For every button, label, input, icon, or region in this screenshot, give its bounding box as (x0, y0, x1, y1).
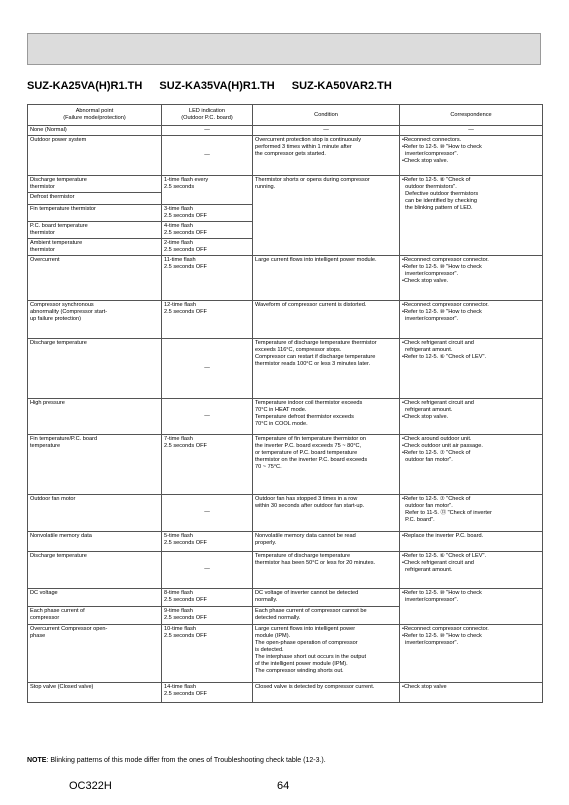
led-cell: 2-time flash 2.5 seconds OFF (162, 238, 253, 255)
correspondence-cell: •Check around outdoor unit. •Check outdoor unit air passage. •Refer to 12-5. ⑦ "Check of outdoor fan motor". (400, 434, 543, 494)
condition-cell: Large current flows into intelligent power module. (253, 255, 400, 300)
table-row (28, 682, 543, 702)
led-cell: 4-time flash 2.5 seconds OFF (162, 221, 253, 238)
led-cell: 7-time flash 2.5 seconds OFF (162, 434, 253, 494)
correspondence-cell: •Reconnect compressor connector. •Refer to 12-5. ⑩ "How to check inverter/compressor". •Check stop valve. (400, 255, 543, 300)
table-row (28, 300, 543, 338)
correspondence-cell: •Refer to 12-5. ⑧ "Check of outdoor thermistors". Defective outdoor thermistors can be identified by checking the blinking pattern of LED. (400, 176, 543, 256)
condition-cell: Thermistor shorts or opens during compressor running. (253, 176, 400, 256)
header-condition: Condition (253, 105, 400, 126)
led-cell: 5-time flash 2.5 seconds OFF (162, 531, 253, 551)
header-led-indication: LED indication (Outdoor P.C. board) (162, 105, 253, 126)
led-cell: 12-time flash 2.5 seconds OFF (162, 300, 253, 338)
correspondence-cell: •Replace the inverter P.C. board. (400, 531, 543, 551)
condition-cell: DC voltage of inverter cannot be detected normally. (253, 588, 400, 606)
led-cell: — (162, 126, 253, 136)
point-cell: Discharge temperature (28, 551, 162, 588)
led-cell: 11-time flash 2.5 seconds OFF (162, 255, 253, 300)
led-cell: 8-time flash 2.5 seconds OFF (162, 588, 253, 606)
table-row (28, 126, 543, 136)
condition-cell: Waveform of compressor current is distorted. (253, 300, 400, 338)
condition-cell: Temperature of fin temperature thermistor on the inverter P.C. board exceeds 75 ~ 80°C, or temperature of P.C. board temperature thermistor on the inverter P.C. board exceeds 70 ~ 75°C. (253, 434, 400, 494)
model-name: SUZ-KA50VAR2.TH (291, 80, 392, 92)
model-name: SUZ-KA25VA(H)R1.TH (27, 80, 143, 92)
condition-cell: Closed valve is detected by compressor current. (253, 682, 400, 702)
point-cell: Discharge temperature thermistor (28, 176, 162, 193)
point-cell: Ambient temperature thermistor (28, 238, 162, 255)
point-cell: P.C. board temperature thermistor (28, 221, 162, 238)
point-cell: Stop valve (Closed valve) (28, 682, 162, 702)
table-row (28, 434, 543, 494)
condition-cell: Outdoor fan has stopped 3 times in a row within 30 seconds after outdoor fan start-up. (253, 494, 400, 531)
led-cell: 9-time flash 2.5 seconds OFF (162, 606, 253, 624)
led-cell: — (162, 398, 253, 434)
point-cell: Fin temperature/P.C. board temperature (28, 434, 162, 494)
table-header-row (28, 105, 543, 126)
header-bar (27, 33, 541, 65)
point-cell: Overcurrent (28, 255, 162, 300)
table-row (28, 588, 543, 606)
point-cell: DC voltage (28, 588, 162, 606)
table-row (28, 176, 543, 193)
correspondence-cell: — (400, 126, 543, 136)
point-cell: Each phase current of compressor (28, 606, 162, 624)
header-correspondence: Correspondence (400, 105, 543, 126)
table-row (28, 494, 543, 531)
correspondence-cell: •Reconnect connectors. •Refer to 12-5. ⑩ "How to check inverter/compressor". •Check stop valve. (400, 136, 543, 176)
correspondence-cell: •Check stop valve (400, 682, 543, 702)
led-cell: 1-time flash every 2.5 seconds (162, 176, 253, 205)
failure-table (27, 104, 543, 703)
point-cell: Outdoor fan motor (28, 494, 162, 531)
table-row (28, 136, 543, 176)
led-cell: — (162, 136, 253, 176)
led-cell: 14-time flash 2.5 seconds OFF (162, 682, 253, 702)
point-cell: High pressure (28, 398, 162, 434)
point-cell: Nonvolatile memory data (28, 531, 162, 551)
condition-cell: Temperature of discharge temperature thermistor exceeds 116°C, compressor stops. Compressor can restart if discharge temperature thermistor reads 100°C or less 3 minutes later. (253, 338, 400, 398)
note-text: : Blinking patterns of this mode differ from the ones of Troubleshooting check table (12-3.). (46, 757, 326, 764)
condition-cell: Each phase current of compressor cannot be detected normally. (253, 606, 400, 624)
condition-cell: Temperature of discharge temperature thermistor has been 50°C or less for 20 minutes. (253, 551, 400, 588)
point-cell: Defrost thermistor (28, 192, 162, 204)
model-list (27, 80, 547, 92)
led-cell: — (162, 551, 253, 588)
led-cell: 3-time flash 2.5 seconds OFF (162, 204, 253, 221)
led-cell: — (162, 494, 253, 531)
point-cell: Overcurrent Compressor open- phase (28, 624, 162, 682)
point-cell: Outdoor power system (28, 136, 162, 176)
point-cell: None (Normal) (28, 126, 162, 136)
table-row (28, 338, 543, 398)
table-row (28, 551, 543, 588)
correspondence-cell: •Check refrigerant circuit and refrigerant amount. •Refer to 12-5. ⑥ "Check of LEV". (400, 338, 543, 398)
table-row (28, 398, 543, 434)
note-label: NOTE (27, 757, 47, 764)
correspondence-cell: •Refer to 12-5. ⑦ "Check of outdoor fan motor". Refer to 11-5. ⑬ "Check of inverter P.C. board". (400, 494, 543, 531)
condition-cell: — (253, 126, 400, 136)
correspondence-cell: •Check refrigerant circuit and refrigerant amount. •Check stop valve. (400, 398, 543, 434)
point-cell: Compressor synchronous abnormality (Compressor start- up failure protection) (28, 300, 162, 338)
led-cell: 10-time flash 2.5 seconds OFF (162, 624, 253, 682)
document-code: OC322H (69, 780, 112, 792)
table-row (28, 624, 543, 682)
point-cell: Fin temperature thermistor (28, 204, 162, 221)
led-cell: — (162, 338, 253, 398)
correspondence-cell: •Reconnect compressor connector. •Refer to 12-5. ⑩ "How to check inverter/compressor". (400, 624, 543, 682)
point-cell: Discharge temperature (28, 338, 162, 398)
correspondence-cell: •Refer to 12-5. ⑩ "How to check inverter/compressor". (400, 588, 543, 624)
condition-cell: Overcurrent protection stop is continuously performed 3 times within 1 minute after the compressor gets started. (253, 136, 400, 176)
correspondence-cell: •Reconnect compressor connector. •Refer to 12-5. ⑩ "How to check inverter/compressor". (400, 300, 543, 338)
table-row (28, 255, 543, 300)
table-note (27, 757, 547, 764)
model-name: SUZ-KA35VA(H)R1.TH (159, 80, 275, 92)
correspondence-cell: •Refer to 12-5. ⑥ "Check of LEV". •Check refrigerant circuit and refrigerant amount. (400, 551, 543, 588)
condition-cell: Large current flows into intelligent power module (IPM). The open-phase operation of compressor is detected. The interphase short out occurs in the output of the intelligent power module (IPM). The compressor winding shorts out. (253, 624, 400, 682)
page-number: 64 (277, 780, 290, 792)
header-abnormal-point: Abnormal point (Failure mode/protection) (28, 105, 162, 126)
table-row (28, 531, 543, 551)
condition-cell: Temperature indoor coil thermistor exceeds 70°C in HEAT mode. Temperature defrost thermistor exceeds 70°C in COOL mode. (253, 398, 400, 434)
condition-cell: Nonvolatile memory data cannot be read properly. (253, 531, 400, 551)
